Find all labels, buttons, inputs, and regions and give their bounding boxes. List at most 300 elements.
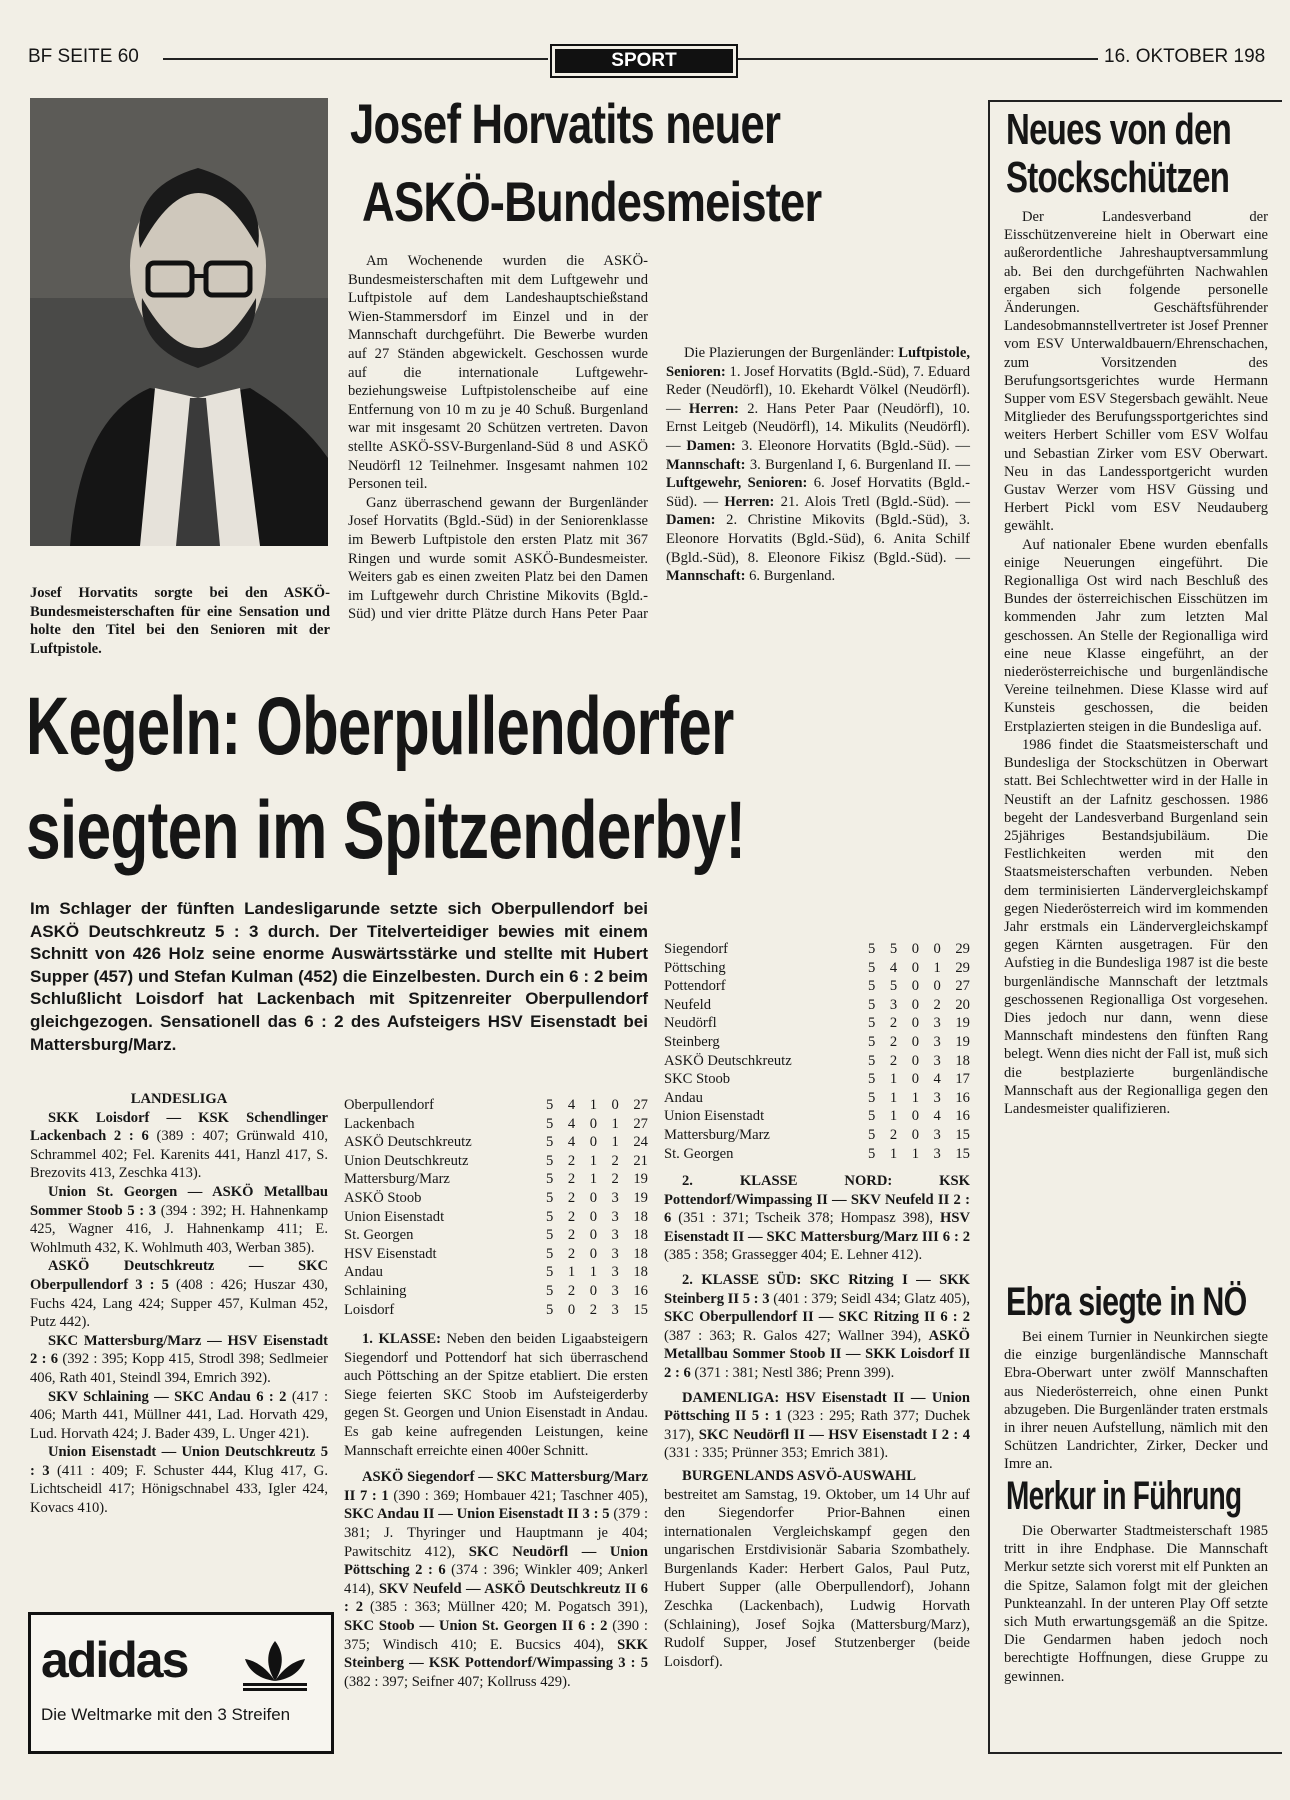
placements-text-3: 3. Eleonore Horvatits (Bgld.-Süd). — — [735, 437, 970, 454]
damen-match-1: DAMENLIGA: HSV Eisenstadt II — Union Pöttsching II 5 : 1 — [664, 1389, 970, 1425]
stat-cell: 0 — [911, 1126, 919, 1143]
stat-cell: 18 — [633, 1227, 648, 1244]
team-name: Steinberg — [664, 1033, 720, 1050]
stat-cell: 0 — [589, 1134, 597, 1151]
stat-cell: 15 — [633, 1301, 648, 1318]
team-stats — [546, 1245, 648, 1264]
klasse1-detail-5: (390 : 375; Windisch 410; E. Bucsics 404), — [344, 1617, 648, 1653]
klasse1-label: 1. KLASSE: — [362, 1331, 441, 1347]
klasse1-detail-1: (390 : 369; Hombauer 421; Taschner 405), — [388, 1487, 648, 1504]
photo-caption: Josef Horvatits sorgte bei den ASKÖ-Bundesmeisterschaften für eine Sensation und holte den Titel bei den Senioren mit der Luftpistole. — [30, 585, 330, 657]
stat-cell: 16 — [633, 1282, 648, 1299]
table-row — [344, 1282, 648, 1301]
stat-cell: 0 — [589, 1245, 597, 1262]
stat-cell: 1 — [933, 959, 941, 976]
landesliga-match-detail: (408 : 426; Huszar 430, Fuchs 424, Lang 424; Supper 457, Kulman 452, Putz 442). — [30, 1276, 328, 1331]
stat-cell: 5 — [868, 1089, 876, 1106]
adidas-trefoil-icon — [237, 1637, 313, 1691]
stat-cell: 1 — [589, 1152, 597, 1169]
team-stats — [546, 1226, 648, 1245]
landesliga-match-detail: (411 : 409; F. Schuster 444, Klug 417, G. Lichtscheidl 417; Hönigschnabel 433, Igler 424, Kovacs 410). — [30, 1462, 328, 1517]
landesliga-match: Union Eisenstadt — Union Deutschkreutz 5 : 3 — [30, 1444, 328, 1479]
stat-cell: 3 — [611, 1208, 619, 1225]
stat-cell: 3 — [611, 1282, 619, 1299]
stat-cell: 0 — [911, 941, 919, 957]
team-name: St. Georgen — [664, 1145, 734, 1162]
team-name: ASKÖ Deutschkreutz — [344, 1134, 472, 1151]
landesliga-match-detail: (417 : 406; Marth 441, Müllner 441, Lad. Horvath 429, Lud. Horvath 424; J. Bader 439, L. Unger 421). — [30, 1388, 328, 1442]
table-row — [344, 1096, 648, 1115]
stat-cell: 5 — [546, 1282, 554, 1299]
placements-intro: Die Plazierungen der Burgenländer: — [684, 345, 899, 361]
damen-match-2: SKC Neudörfl II — HSV Eisenstadt I 2 : 4 — [698, 1426, 970, 1443]
headline-kegeln-2: siegten im Spitzenderby! — [26, 785, 746, 876]
stat-cell: 0 — [589, 1115, 597, 1132]
table-row — [664, 1107, 970, 1126]
stat-cell: 15 — [955, 1126, 970, 1143]
stat-cell: 0 — [911, 1052, 919, 1069]
team-name: Siegendorf — [664, 941, 729, 957]
stat-cell: 5 — [868, 1015, 876, 1032]
landesliga-match: SKC Mattersburg/Marz — HSV Eisenstadt 2 : 6 — [30, 1332, 328, 1368]
placements-category-8: Mannschaft: — [666, 568, 746, 585]
team-stats — [868, 1033, 970, 1052]
stat-cell: 2 — [889, 1126, 898, 1143]
landesliga-result — [30, 1257, 328, 1331]
sidebar-paragraph-merkur: Die Oberwarter Stadtmeisterschaft 1985 tritt in ihre Endphase. Die Mannschaft Merkur setzte sich vorerst mit elf Punkten an die Spitze, Salamon folgt mit der gleichen Punkteanzahl. In der unteren Play Off setzte sich Muth erwartungsgemäß an die Spitze. Die Gendarmen haben jedoch noch berechtigte Hoffnungen, diese Gruppe zu gewinnen. — [1004, 1523, 1268, 1685]
stat-cell: 0 — [567, 1301, 576, 1318]
table-row — [664, 959, 970, 978]
table-row — [344, 1226, 648, 1245]
stat-cell: 4 — [567, 1134, 576, 1151]
article1-column-1 — [348, 252, 648, 624]
sidebar-paragraph-1: Der Landesverband der Eisschützenvereine hielt in Oberwart eine außerordentliche Jahreshauptversammlung ab. Bei den durchgeführten Nachwahlen ergaben sich folgende personelle Änderungen. Geschäftsführender Landesobmannstellvertreter ist Josef Prenner vom ESV Unterwaldbauern/Ehrenschachen, zum Vorsitzenden des Berufungsortsgerichtes wurde Hermann Supper vom ESV Stegersbach gewählt. Neue Mitglieder des Berufungssportgerichtes sind weiters Herbert Schiller vom ESV Wolfau und Sebastian Zirker vom ESV Oberwart. Neu in das Landessportgericht wurden Gustav Werzer vom HSV Güssing und Herbert Pickl vom ESV Neudauberg gewählt. — [1004, 209, 1268, 535]
stat-cell: 0 — [611, 1097, 619, 1113]
stat-cell: 3 — [889, 996, 898, 1013]
stat-cell: 0 — [911, 1033, 919, 1050]
stat-cell: 27 — [955, 978, 970, 995]
team-stats — [546, 1096, 648, 1115]
table-row — [664, 1052, 970, 1071]
stat-cell: 2 — [567, 1171, 576, 1188]
landesliga-result — [30, 1183, 328, 1257]
stat-cell: 1 — [889, 1089, 898, 1106]
team-stats — [546, 1133, 648, 1152]
team-name: Schlaining — [344, 1282, 407, 1299]
stat-cell: 2 — [611, 1171, 619, 1188]
team-name: Andau — [344, 1264, 383, 1281]
team-stats — [868, 1107, 970, 1126]
team-stats — [868, 959, 970, 978]
table-row — [344, 1133, 648, 1152]
team-stats — [868, 1145, 970, 1164]
team-name: Neudörfl — [664, 1015, 717, 1032]
stat-cell: 0 — [911, 1071, 919, 1088]
team-name: Union Eisenstadt — [344, 1208, 445, 1225]
team-stats — [546, 1301, 648, 1320]
nord-detail-1: (351 : 371; Tscheik 378; Hompasz 398), — [671, 1210, 940, 1227]
placements-category-1: Luftpistole, Senioren: — [666, 345, 970, 380]
stat-cell: 20 — [955, 996, 970, 1013]
stat-cell: 2 — [589, 1301, 597, 1318]
stat-cell: 2 — [889, 1033, 898, 1050]
header-rule-left — [163, 58, 548, 60]
stat-cell: 3 — [933, 1145, 941, 1162]
table-row — [664, 1070, 970, 1089]
stat-cell: 2 — [567, 1189, 576, 1206]
sidebar-paragraph-2: Auf nationaler Ebene wurden ebenfalls einige Neuerungen eingeführt. Die Regionalliga Ost wird nach Beschluß des Bundes der österreichischen Eisschützen im kommenden Jahr zum letzten Mal geschossen. An Stelle der Regionalliga wird eine neue Klasse eingeführt, an der niederösterreichische und burgenländische Vereine teilnehmen. Diese Klasse wird auf Kunsteis geschossen, die beiden Erstplazierten steigen in die Bundesliga auf. — [1004, 536, 1268, 735]
stat-cell: 5 — [546, 1134, 554, 1151]
landesliga-result — [30, 1443, 328, 1517]
stat-cell: 1 — [889, 1145, 898, 1162]
stat-cell: 3 — [933, 1033, 941, 1050]
stat-cell: 0 — [589, 1282, 597, 1299]
sued-paragraph — [664, 1271, 970, 1383]
landesliga-result — [30, 1109, 328, 1183]
kegeln-column-3 — [664, 1172, 970, 1671]
stat-cell: 5 — [868, 1145, 876, 1162]
stat-cell: 19 — [955, 1015, 970, 1032]
stat-cell: 2 — [567, 1152, 576, 1169]
sidebar-text-2 — [1004, 1328, 1268, 1474]
stat-cell: 5 — [868, 996, 876, 1013]
placements-text-5: 6. Josef Horvatits (Bgld.-Süd). — — [666, 475, 970, 510]
stat-cell: 2 — [567, 1282, 576, 1299]
sidebar-paragraph-3: 1986 findet die Staatsmeisterschaft und Bundesliga der Stockschützen in Oberwart statt. Bei Schlechtwetter wird in der Halle in Neustift an der Lafnitz geschossen. 1986 begeht der Landesverband Burgenland sein 25jähriges Bestandsjubiläum. Die Festlichkeiten werden mit den Staatsmeisterschaften verbunden. Neben dem terminisierten Ländervergleichskampf gegen Niederösterreich wird im kommenden Jahr erstmals ein Ländervergleichskampf gegen Kärnten ausgetragen. Für den Aufstieg in die Bundesliga 1987 ist die beste burgenländische Mannschaft der letztmals geschossenen Regionalliga Ost vorgesehen. Dies jedoch nur dann, wenn diese Mannschaft mindestens den fünften Rang belegt. Wenn dies nicht der Fall ist, muß sich die bestplazierte burgenländische Mannschaft aus der Regionalliga gegen den Landesmeister qualifizieren. — [1004, 736, 1268, 1117]
sidebar-paragraph-ebra: Bei einem Turnier in Neunkirchen siegte die einzige burgenländische Mannschaft Ebra-Oberwart unter zwölf Mannschaften aus Niederösterreich, ohne einen Punkt abzugeben. Die Burgenländer traten erstmals in ihrer neuen Aufstellung, nämlich mit den Schützen Landrichter, Zirker, Decker und Imre an. — [1004, 1329, 1268, 1473]
headline-kegeln-1: Kegeln: Oberpullendorfer — [26, 681, 734, 772]
sued-detail-1: (401 : 379; Seidl 434; Glatz 405), — [769, 1290, 970, 1307]
klasse1-table — [664, 940, 970, 1163]
placements-category-7: Damen: — [666, 512, 716, 529]
placements-category-3: Damen: — [686, 437, 736, 454]
stat-cell: 1 — [911, 1089, 919, 1106]
adidas-ad — [28, 1612, 334, 1754]
sued-match-2: SKC Oberpullendorf II — SKC Ritzing II 6 : 2 — [664, 1309, 970, 1326]
stat-cell: 3 — [611, 1301, 619, 1318]
damen-detail-1: (323 : 295; Rath 377; Duchek 317), — [664, 1408, 970, 1443]
stat-cell: 1 — [567, 1264, 576, 1281]
klasse1-detail-3: (374 : 396; Winkler 409; Ankerl 414), — [344, 1562, 648, 1597]
team-name: Union Eisenstadt — [664, 1108, 765, 1125]
table-row — [664, 996, 970, 1015]
table-row — [344, 1263, 648, 1282]
stat-cell: 0 — [589, 1189, 597, 1206]
stat-cell: 3 — [933, 1052, 941, 1069]
stat-cell: 1 — [589, 1264, 597, 1281]
stat-cell: 5 — [546, 1189, 554, 1206]
sidebar-headline-3: Merkur in Führung — [1006, 1474, 1242, 1518]
klasse1-paragraph — [344, 1330, 648, 1460]
headline-horvatits-2: ASKÖ-Bundesmeister — [362, 170, 822, 233]
portrait-illustration — [30, 98, 328, 546]
klasse1-match-1: ASKÖ Siegendorf — SKC Mattersburg/Marz II 7 : 1 — [344, 1469, 648, 1504]
stat-cell: 5 — [546, 1115, 554, 1132]
kegeln-lead: Im Schlager der fünften Landesligarunde setzte sich Oberpullendorf bei ASKÖ Deutschkreutz 5 : 3 durch. Der Titelverteidiger bewies mit einem Schnitt von 426 Holz seine enorme Auswärtsstärke und stellte mit Hubert Supper (457) und Stefan Kulman (452) die Einzelbesten. Durch ein 6 : 2 beim Schlußlicht Loisdorf hat Lackenbach mit Spitzenreiter Oberpullendorf gleichgezogen. Sensationell das 6 : 2 des Aufsteigers HSV Eisenstadt bei Mattersburg/Marz. — [30, 899, 648, 1054]
landesliga-table — [344, 1096, 648, 1319]
header-rule-right — [738, 58, 1098, 60]
stat-cell: 1 — [589, 1171, 597, 1188]
landesliga-result — [30, 1388, 328, 1444]
team-name: ASKÖ Deutschkreutz — [664, 1052, 792, 1069]
stat-cell: 1 — [589, 1097, 597, 1113]
stat-cell: 5 — [868, 1071, 876, 1088]
stat-cell: 2 — [567, 1208, 576, 1225]
placements-text-8: 6. Burgenland. — [745, 568, 836, 585]
sidebar-headline-1b: Stockschützen — [1006, 153, 1230, 202]
kegeln-column-2 — [344, 1330, 648, 1718]
sued-match-3: ASKÖ Metallbau Sommer Stoob II — SKK Loisdorf II 2 : 6 — [664, 1327, 970, 1381]
stat-cell: 16 — [955, 1108, 970, 1125]
table-row — [344, 1245, 648, 1264]
stat-cell: 1 — [889, 1071, 898, 1088]
placements-text-1: 1. Josef Horvatits (Bgld.-Süd), 7. Eduard Reder (Neudörfl), 10. Ekehardt Völkel (Neudörfl). — — [666, 363, 970, 417]
nord-match-1: 2. KLASSE NORD: KSK Pottendorf/Wimpassing II — SKV Neufeld II 2 : 6 — [664, 1173, 970, 1227]
team-stats — [546, 1282, 648, 1301]
stat-cell: 1 — [611, 1134, 619, 1151]
stat-cell: 0 — [933, 941, 941, 957]
stat-cell: 5 — [868, 1052, 876, 1069]
klasse1-detail-4: (385 : 363; Müllner 420; M. Pogatsch 391), — [363, 1599, 648, 1616]
stat-cell: 0 — [911, 996, 919, 1013]
sued-detail-3: (371 : 381; Nestl 386; Prenn 399). — [690, 1364, 895, 1381]
stat-cell: 29 — [955, 941, 970, 957]
placements-category-2: Herren: — [688, 400, 739, 417]
stat-cell: 5 — [546, 1208, 554, 1225]
stat-cell: 2 — [933, 996, 941, 1013]
stat-cell: 21 — [633, 1152, 648, 1169]
landesliga-results — [30, 1109, 328, 1518]
landesliga-match: Union St. Georgen — ASKÖ Metallbau Sommer Stoob 5 : 3 — [30, 1183, 328, 1219]
team-name: Loisdorf — [344, 1301, 395, 1318]
table-row — [664, 1126, 970, 1145]
headline-horvatits-1: Josef Horvatits neuer — [350, 92, 781, 155]
klasse1-match-2: SKC Andau II — Union Eisenstadt II 3 : 5 — [344, 1506, 610, 1523]
stat-cell: 3 — [933, 1126, 941, 1143]
landesliga-match: SKV Schlaining — SKC Andau 6 : 2 — [48, 1388, 287, 1405]
landesliga-match: SKK Loisdorf — KSK Schendlinger Lackenbach 2 : 6 — [30, 1109, 328, 1145]
stat-cell: 0 — [911, 1108, 919, 1125]
placements-text-6: 21. Alois Tretl (Bgld.-Süd). — — [774, 493, 971, 510]
team-stats — [546, 1115, 648, 1134]
stat-cell: 5 — [546, 1227, 554, 1244]
table-row — [344, 1301, 648, 1320]
team-name: ASKÖ Stoob — [344, 1189, 422, 1206]
landesliga-match-detail: (394 : 392; H. Hahnenkamp 425, Wagner 416, J. Hahnenkamp 411; E. Wohlmuth 432, K. Wohlmuth 403, Werban 385). — [30, 1202, 328, 1256]
team-stats — [868, 1014, 970, 1033]
table-row — [664, 1014, 970, 1033]
stat-cell: 4 — [889, 959, 898, 976]
table-row — [664, 977, 970, 996]
nord-paragraph — [664, 1172, 970, 1265]
stat-cell: 1 — [911, 1145, 919, 1162]
team-stats — [546, 1152, 648, 1171]
team-name: Mattersburg/Marz — [664, 1126, 770, 1143]
stat-cell: 5 — [546, 1171, 554, 1188]
landesliga-heading: LANDESLIGA — [130, 1091, 228, 1107]
page-date: 16. OKTOBER 198 — [1104, 46, 1266, 67]
stat-cell: 3 — [611, 1264, 619, 1281]
table-row — [344, 1170, 648, 1189]
placements-category-5: Luftgewehr, Senioren: — [666, 475, 808, 492]
stat-cell: 0 — [933, 978, 941, 995]
portrait-photo — [30, 98, 328, 546]
team-name: Union Deutschkreutz — [344, 1152, 469, 1169]
stat-cell: 19 — [955, 1033, 970, 1050]
stat-cell: 27 — [633, 1097, 648, 1113]
stat-cell: 4 — [933, 1071, 941, 1088]
stat-cell: 18 — [955, 1052, 970, 1069]
team-stats — [546, 1170, 648, 1189]
landesliga-match-detail: (392 : 395; Kopp 415, Strodl 398; Sedlmeier 406, Rath 401, Steindl 394, Emrich 392). — [30, 1351, 328, 1386]
table-row — [664, 1033, 970, 1052]
team-stats — [546, 1263, 648, 1282]
landesliga-result — [30, 1332, 328, 1388]
team-name: Lackenbach — [344, 1115, 415, 1132]
nord-match-2: HSV Eisenstadt II — SKC Mattersburg/Marz III 6 : 2 — [664, 1210, 970, 1245]
article1-paragraph-2: Ganz überraschend gewann der Burgenländer Josef Horvatits (Bgld.-Süd) in der Seniorenklasse im Bewerb Luftpistole den ersten Platz mit 367 Ringen und wurde somit ASKÖ-Bundesmeister. Weiters gab es einen zweiten Platz bei den Damen im Luftgewehr durch Christine Mikovits (Bgld.-Süd) und vier dritte Plätze durch Hans Peter Paar — [348, 494, 648, 623]
stat-cell: 1 — [889, 1108, 898, 1125]
team-name: St. Georgen — [344, 1227, 414, 1244]
article1-paragraph-1: Am Wochenende wurden die ASKÖ-Bundesmeisterschaften mit dem Luftgewehr und Luftpistole auf dem Landeshauptschießstand Wien-Stammersdorf im Einzel und in der Mannschaft durchgeführt. Die Bewerbe wurden auf 27 Ständen abgewickelt. Geschossen wurde auf die internationale Luftgewehr- beziehungsweise Luftpistolenscheibe auf eine Entfernung von 10 m zu je 40 Schuß. Burgenland war mit insgesamt 20 Schützen vertreten. Davon stellte ASKÖ-SSV-Burgenland-Süd 8 und ASKÖ Neudörfl 12 Teilnehmer. Insgesamt nahmen 102 Personen teil. — [348, 253, 648, 493]
stat-cell: 16 — [955, 1089, 970, 1106]
stat-cell: 3 — [611, 1189, 619, 1206]
stat-cell: 5 — [546, 1152, 554, 1169]
team-stats — [868, 1126, 970, 1145]
page-header-left: BF SEITE 60 — [28, 46, 139, 67]
table-row — [344, 1189, 648, 1208]
stat-cell: 5 — [546, 1264, 554, 1281]
stat-cell: 0 — [911, 959, 919, 976]
stat-cell: 2 — [567, 1245, 576, 1262]
stat-cell: 3 — [611, 1245, 619, 1262]
table-row — [664, 1089, 970, 1108]
sidebar-stockschuetzen — [988, 100, 1282, 1754]
team-name: Andau — [664, 1089, 703, 1106]
stat-cell: 19 — [633, 1171, 648, 1188]
stat-cell: 5 — [889, 978, 898, 995]
stat-cell: 5 — [546, 1097, 554, 1113]
stat-cell: 18 — [633, 1208, 648, 1225]
stat-cell: 5 — [868, 1108, 876, 1125]
damen-paragraph — [664, 1389, 970, 1463]
damen-detail-2: (331 : 335; Prünner 353; Emrich 381). — [664, 1445, 889, 1462]
sued-match-1: 2. KLASSE SÜD: SKC Ritzing I — SKK Steinberg II 5 : 3 — [664, 1271, 970, 1307]
stat-cell: 1 — [611, 1115, 619, 1132]
stat-cell: 5 — [868, 978, 876, 995]
team-name: Pöttsching — [664, 959, 726, 976]
klasse1-match-6: SKK Steinberg — KSK Pottendorf/Wimpassing 3 : 5 — [344, 1636, 648, 1672]
landesliga-match-detail: (389 : 407; Grünwald 410, Schrammel 402; Fel. Karenits 441, Hanzl 417, S. Brezovits 413, Zeschka 413). — [30, 1128, 328, 1182]
placements-text-4: 3. Burgenland I, 6. Burgenland II. — — [745, 456, 970, 473]
team-stats — [868, 1052, 970, 1071]
team-stats — [868, 1089, 970, 1108]
team-stats — [546, 1208, 648, 1227]
adidas-tagline: Die Weltmarke mit den 3 Streifen — [41, 1705, 291, 1724]
team-name: HSV Eisenstadt — [344, 1245, 437, 1262]
stat-cell: 0 — [911, 978, 919, 995]
stat-cell: 5 — [868, 1033, 876, 1050]
stat-cell: 5 — [889, 941, 898, 957]
stat-cell: 5 — [868, 1126, 876, 1143]
article1-placements — [666, 344, 970, 586]
table-row — [664, 1145, 970, 1164]
team-stats — [868, 1070, 970, 1089]
stat-cell: 3 — [611, 1227, 619, 1244]
klasse1-results — [344, 1468, 648, 1718]
stat-cell: 0 — [589, 1227, 597, 1244]
klasse1-match-5: SKC Stoob — Union St. Georgen II 6 : 2 — [344, 1617, 608, 1634]
kegeln-column-1 — [30, 1090, 328, 1518]
team-name: Neufeld — [664, 996, 712, 1013]
table-row — [344, 1152, 648, 1171]
stat-cell: 4 — [567, 1115, 576, 1132]
klasse1-detail-6: (382 : 397; Seifner 407; Kollruss 429). — [344, 1673, 571, 1690]
team-name: Oberpullendorf — [344, 1097, 434, 1113]
placements-text-7: 2. Christine Mikovits (Bgld.-Süd), 3. Eleonore Horvatits (Bgld.-Süd), 6. Anita Schilf (Bgld.-Süd), 8. Eleonore Fikisz (Bgld.-Süd). — — [666, 512, 970, 566]
placements-category-6: Herren: — [724, 493, 775, 510]
sidebar-text-1 — [1004, 208, 1268, 1118]
stat-cell: 5 — [546, 1301, 554, 1318]
stat-cell: 5 — [546, 1245, 554, 1262]
team-name: Pottendorf — [664, 978, 726, 995]
stat-cell: 29 — [955, 959, 970, 976]
klasse1-match-4: SKV Neufeld — ASKÖ Deutschkreutz II 6 : 2 — [344, 1580, 648, 1616]
asvoe-paragraph — [664, 1467, 970, 1486]
placements-text-2: 2. Hans Peter Paar (Neudörfl), 10. Ernst Leitgeb (Neudörfl), 14. Mikulits (Neudörfl). — — [666, 400, 970, 454]
team-stats — [868, 940, 970, 959]
stat-cell: 2 — [889, 1015, 898, 1032]
stat-cell: 0 — [589, 1208, 597, 1225]
stat-cell: 18 — [633, 1245, 648, 1262]
nord-detail-2: (385 : 358; Grassegger 404; E. Lehner 412). — [664, 1247, 923, 1264]
stat-cell: 5 — [868, 941, 876, 957]
stat-cell: 27 — [633, 1115, 648, 1132]
asvoe-heading: BURGENLANDS ASVÖ-AUSWAHL — [682, 1467, 916, 1484]
team-name: SKC Stoob — [664, 1071, 731, 1088]
stat-cell: 2 — [611, 1152, 619, 1169]
table-row — [344, 1115, 648, 1134]
adidas-logo-text: adidas — [41, 1632, 188, 1688]
team-name: Mattersburg/Marz — [344, 1171, 450, 1188]
article1-column-2 — [666, 344, 970, 586]
stat-cell: 19 — [633, 1189, 648, 1206]
stat-cell: 18 — [633, 1264, 648, 1281]
team-stats — [868, 996, 970, 1015]
table-row — [664, 940, 970, 959]
klasse1-detail-2: (379 : 381; J. Thyringer und Hauptmann je 404; Pawitschitz 412), — [344, 1506, 648, 1560]
klasse1-text: Neben den beiden Ligaabsteigern Siegendorf und Pottendorf hat sich überraschend auch Pöttsching an der Spitze etabliert. Die ersten Siege feierten SKC Stoob im Aufsteigerderby gegen St. Georgen und Union Eisenstadt in Andau. Es gab keine aufregenden Leistungen, keine Mannschaft erreichte einen 400er Schnitt. — [344, 1331, 648, 1459]
placements-category-4: Mannschaft: — [666, 456, 746, 473]
stat-cell: 4 — [567, 1097, 576, 1113]
section-label-text: SPORT — [611, 50, 677, 71]
stat-cell: 3 — [933, 1089, 941, 1106]
stat-cell: 3 — [933, 1015, 941, 1032]
stat-cell: 17 — [955, 1071, 970, 1088]
stat-cell: 5 — [868, 959, 876, 976]
team-stats — [868, 977, 970, 996]
landesliga-match: ASKÖ Deutschkreutz — SKC Oberpullendorf 3 : 5 — [30, 1258, 328, 1293]
stat-cell: 4 — [933, 1108, 941, 1125]
team-stats — [546, 1189, 648, 1208]
table-row — [344, 1208, 648, 1227]
stat-cell: 2 — [567, 1227, 576, 1244]
section-label — [550, 44, 738, 78]
klasse1-match-3: SKC Neudörfl — Union Pöttsching 2 : 6 — [344, 1543, 648, 1579]
sued-detail-2: (387 : 363; R. Galos 427; Wallner 394), — [664, 1327, 929, 1344]
stat-cell: 0 — [911, 1015, 919, 1032]
stat-cell: 24 — [633, 1134, 648, 1151]
